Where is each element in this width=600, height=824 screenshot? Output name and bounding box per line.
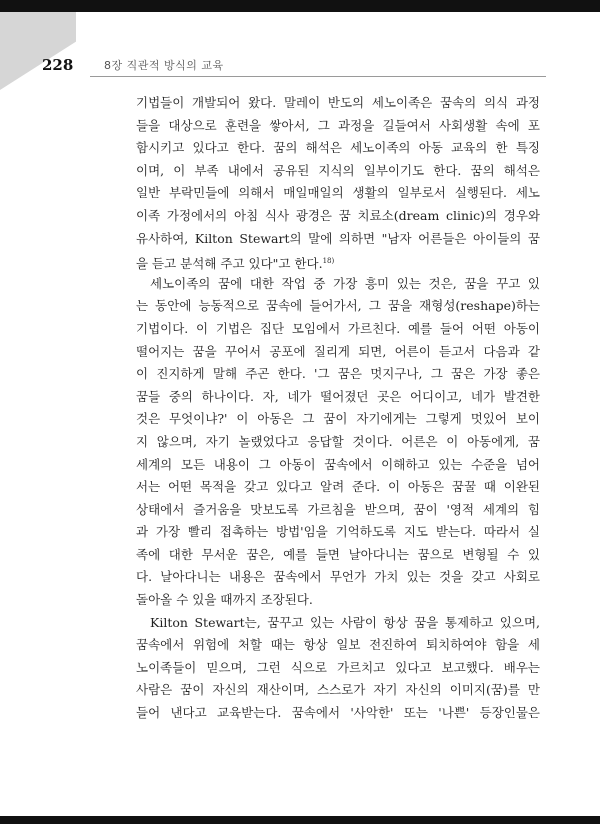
text-line: 유사하여, Kilton Stewart의 말에 의하면 "남자 어른들은 아이들의 꿈 <box>136 230 540 246</box>
text-line: 노이족들이 믿으며, 그런 식으로 가르치고 있다고 보고했다. 배우는 <box>136 659 540 675</box>
text-line: 과 가장 빨리 접촉하는 방법'임을 기억하도록 지도 받는다. 따라서 실 <box>136 524 540 540</box>
text-line: 세계의 모든 내용이 그 아동이 꿈속에서 이해하고 있는 수준을 넘어 <box>136 456 540 472</box>
text-line: 것은 무엇이냐?' 이 아동은 그 꿈이 자기에게는 그렇게 멋있어 보이 <box>136 411 540 427</box>
bottom-border <box>0 816 600 824</box>
text-line: 상태에서 즐거움을 맛보도록 가르침을 받으며, 꿈이 '영적 세계의 힘 <box>136 501 540 517</box>
running-header: 8장 직관적 방식의 교육 <box>104 59 224 72</box>
header-rule <box>90 76 546 77</box>
text-line: 사람은 꿈이 자신의 재산이며, 스스로가 자기 자신의 이미지(꿈)를 만 <box>136 682 540 698</box>
text-line: 떨어지는 꿈을 꾸어서 공포에 질리게 되면, 어른이 듣고서 다음과 같 <box>136 343 540 359</box>
text-line: 는 동안에 능동적으로 꿈속에 들어가서, 그 꿈을 재형성(reshape)하는 <box>136 298 540 314</box>
text-line: 기법이다. 이 기법은 집단 모임에서 가르친다. 예를 들어 어떤 아동이 <box>136 320 540 336</box>
text-line: 서는 어떤 목적을 갖고 있다고 알려 준다. 이 아동은 꿈꿀 때 이완된 <box>136 479 540 495</box>
text-line: 지 않으며, 자기 놀랬었다고 응답할 것이다. 어른은 이 아동에게, 꿈 <box>136 433 540 449</box>
page-number: 228 <box>42 56 74 74</box>
top-border <box>0 0 600 12</box>
text-line: 다. 날아다니는 내용은 꿈속에서 무언가 가치 있는 것을 갖고 사회로 <box>136 569 540 585</box>
text-line: 꿈속에서 위험에 처할 때는 항상 일보 전진하여 퇴치하여야 함을 세 <box>136 637 540 653</box>
text-line <box>136 250 540 273</box>
text-line: Kilton Stewart는, 꿈꾸고 있는 사람이 항상 꿈을 통제하고 있으며, <box>150 614 540 630</box>
corner-tab <box>0 12 76 90</box>
text-line: 이며, 이 부족 내에서 공유된 지식의 일부이기도 한다. 꿈의 해석은 <box>136 162 540 178</box>
text-line: 이 진지하게 말해 주곤 한다. '그 꿈은 멋지구나, 그 꿈은 가장 좋은 <box>136 366 540 382</box>
body-text <box>136 92 540 725</box>
text-line: 들어 낸다고 교육받는다. 꿈속에서 '사악한' 또는 '나쁜' 등장인물은 <box>136 705 540 721</box>
text-line-content: 을 듣고 분석해 주고 있다"고 한다. <box>136 256 323 272</box>
text-line: 돌아올 수 있을 때까지 조장된다. <box>136 592 313 608</box>
text-line: 들을 대상으로 훈련을 쌓아서, 그 과정을 길들여서 사회생활 속에 포 <box>136 117 540 133</box>
text-line: 족에 대한 무서운 꿈은, 예를 들면 날아다니는 꿈으로 변형될 수 있 <box>136 546 540 562</box>
footnote-marker: 18) <box>322 257 335 266</box>
text-line: 일반 부락민들에 의해서 매일매일의 생활의 일부로서 실행된다. 세노 <box>136 185 540 201</box>
text-line: 함시키고 있다고 한다. 꿈의 해석은 세노이족의 아동 교육의 한 특징 <box>136 140 540 156</box>
text-line: 기법들이 개발되어 왔다. 말레이 반도의 세노이족은 꿈속의 의식 과정 <box>136 95 540 110</box>
text-line: 이족 가정에서의 아침 식사 광경은 꿈 치료소(dream clinic)의 경우와 <box>136 207 540 223</box>
text-line: 세노이족의 꿈에 대한 작업 중 가장 흥미 있는 것은, 꿈을 꾸고 있 <box>150 275 540 291</box>
text-line: 꿈들 중의 하나이다. 자, 네가 떨어졌던 곳은 어디이고, 네가 발견한 <box>136 388 540 404</box>
